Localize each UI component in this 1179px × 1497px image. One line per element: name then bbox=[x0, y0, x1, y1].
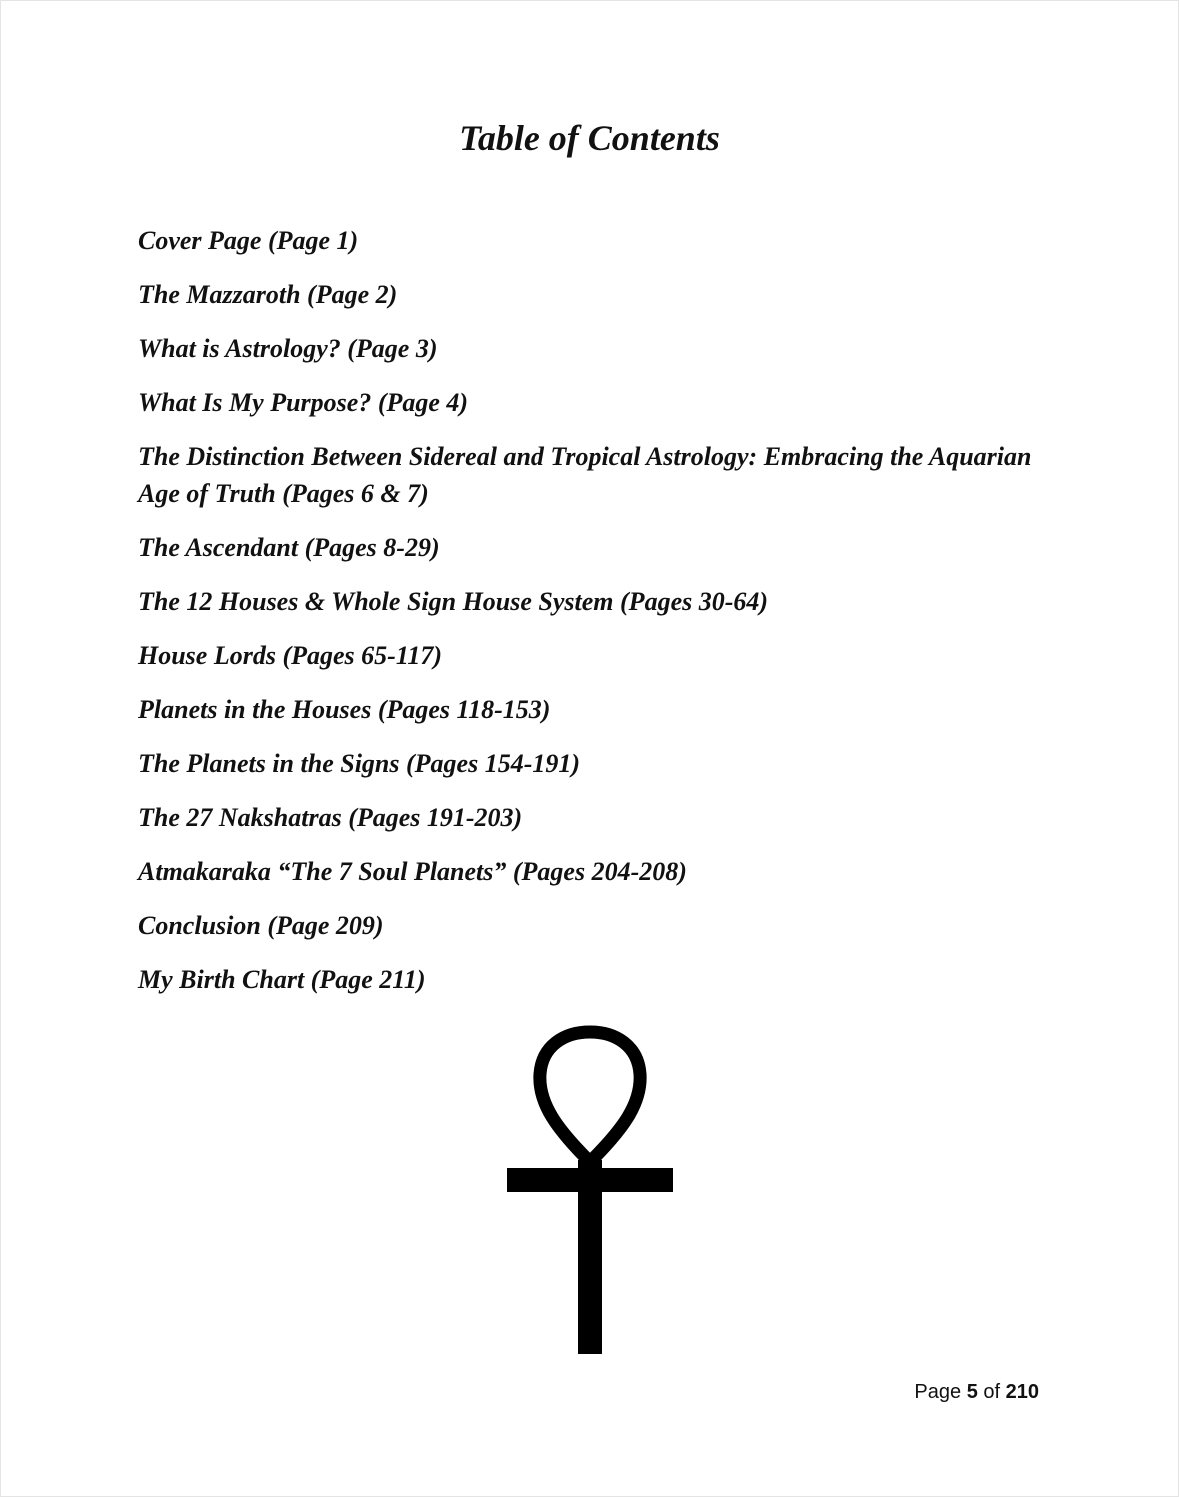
toc-entry: Cover Page (Page 1) bbox=[138, 226, 359, 255]
toc-entry: What is Astrology? (Page 3) bbox=[138, 334, 438, 363]
toc-entry: My Birth Chart (Page 211) bbox=[138, 965, 426, 994]
toc-entry: The Ascendant (Pages 8-29) bbox=[138, 533, 440, 562]
toc-entry: The 12 Houses & Whole Sign House System (Pages 30-64) bbox=[138, 587, 769, 616]
toc-entry: What Is My Purpose? (Page 4) bbox=[138, 388, 469, 417]
toc-list bbox=[138, 222, 1038, 1015]
toc-entry: House Lords (Pages 65-117) bbox=[138, 641, 443, 670]
toc-entry: The Mazzaroth (Page 2) bbox=[138, 280, 398, 309]
current-page-number: 5 bbox=[966, 1381, 978, 1403]
page-of-label: of bbox=[983, 1381, 1001, 1403]
page-number bbox=[914, 1378, 1039, 1406]
toc-entry: The 27 Nakshatras (Pages 191-203) bbox=[138, 803, 523, 832]
toc-entry: The Planets in the Signs (Pages 154-191) bbox=[138, 749, 581, 778]
toc-entry: Conclusion (Page 209) bbox=[138, 911, 384, 940]
toc-entry: Planets in the Houses (Pages 118-153) bbox=[138, 695, 551, 724]
ankh-icon bbox=[500, 1022, 680, 1358]
page-label: Page bbox=[914, 1381, 962, 1403]
toc-entry: The Distinction Between Sidereal and Tropical Astrology: Embracing the Aquarian Age of Truth (Pages 6 & 7) bbox=[138, 442, 1032, 508]
toc-entry: Atmakaraka “The 7 Soul Planets” (Pages 204-208) bbox=[138, 857, 687, 886]
total-pages-number: 210 bbox=[1005, 1381, 1039, 1403]
page-title: Table of Contents bbox=[459, 118, 720, 158]
